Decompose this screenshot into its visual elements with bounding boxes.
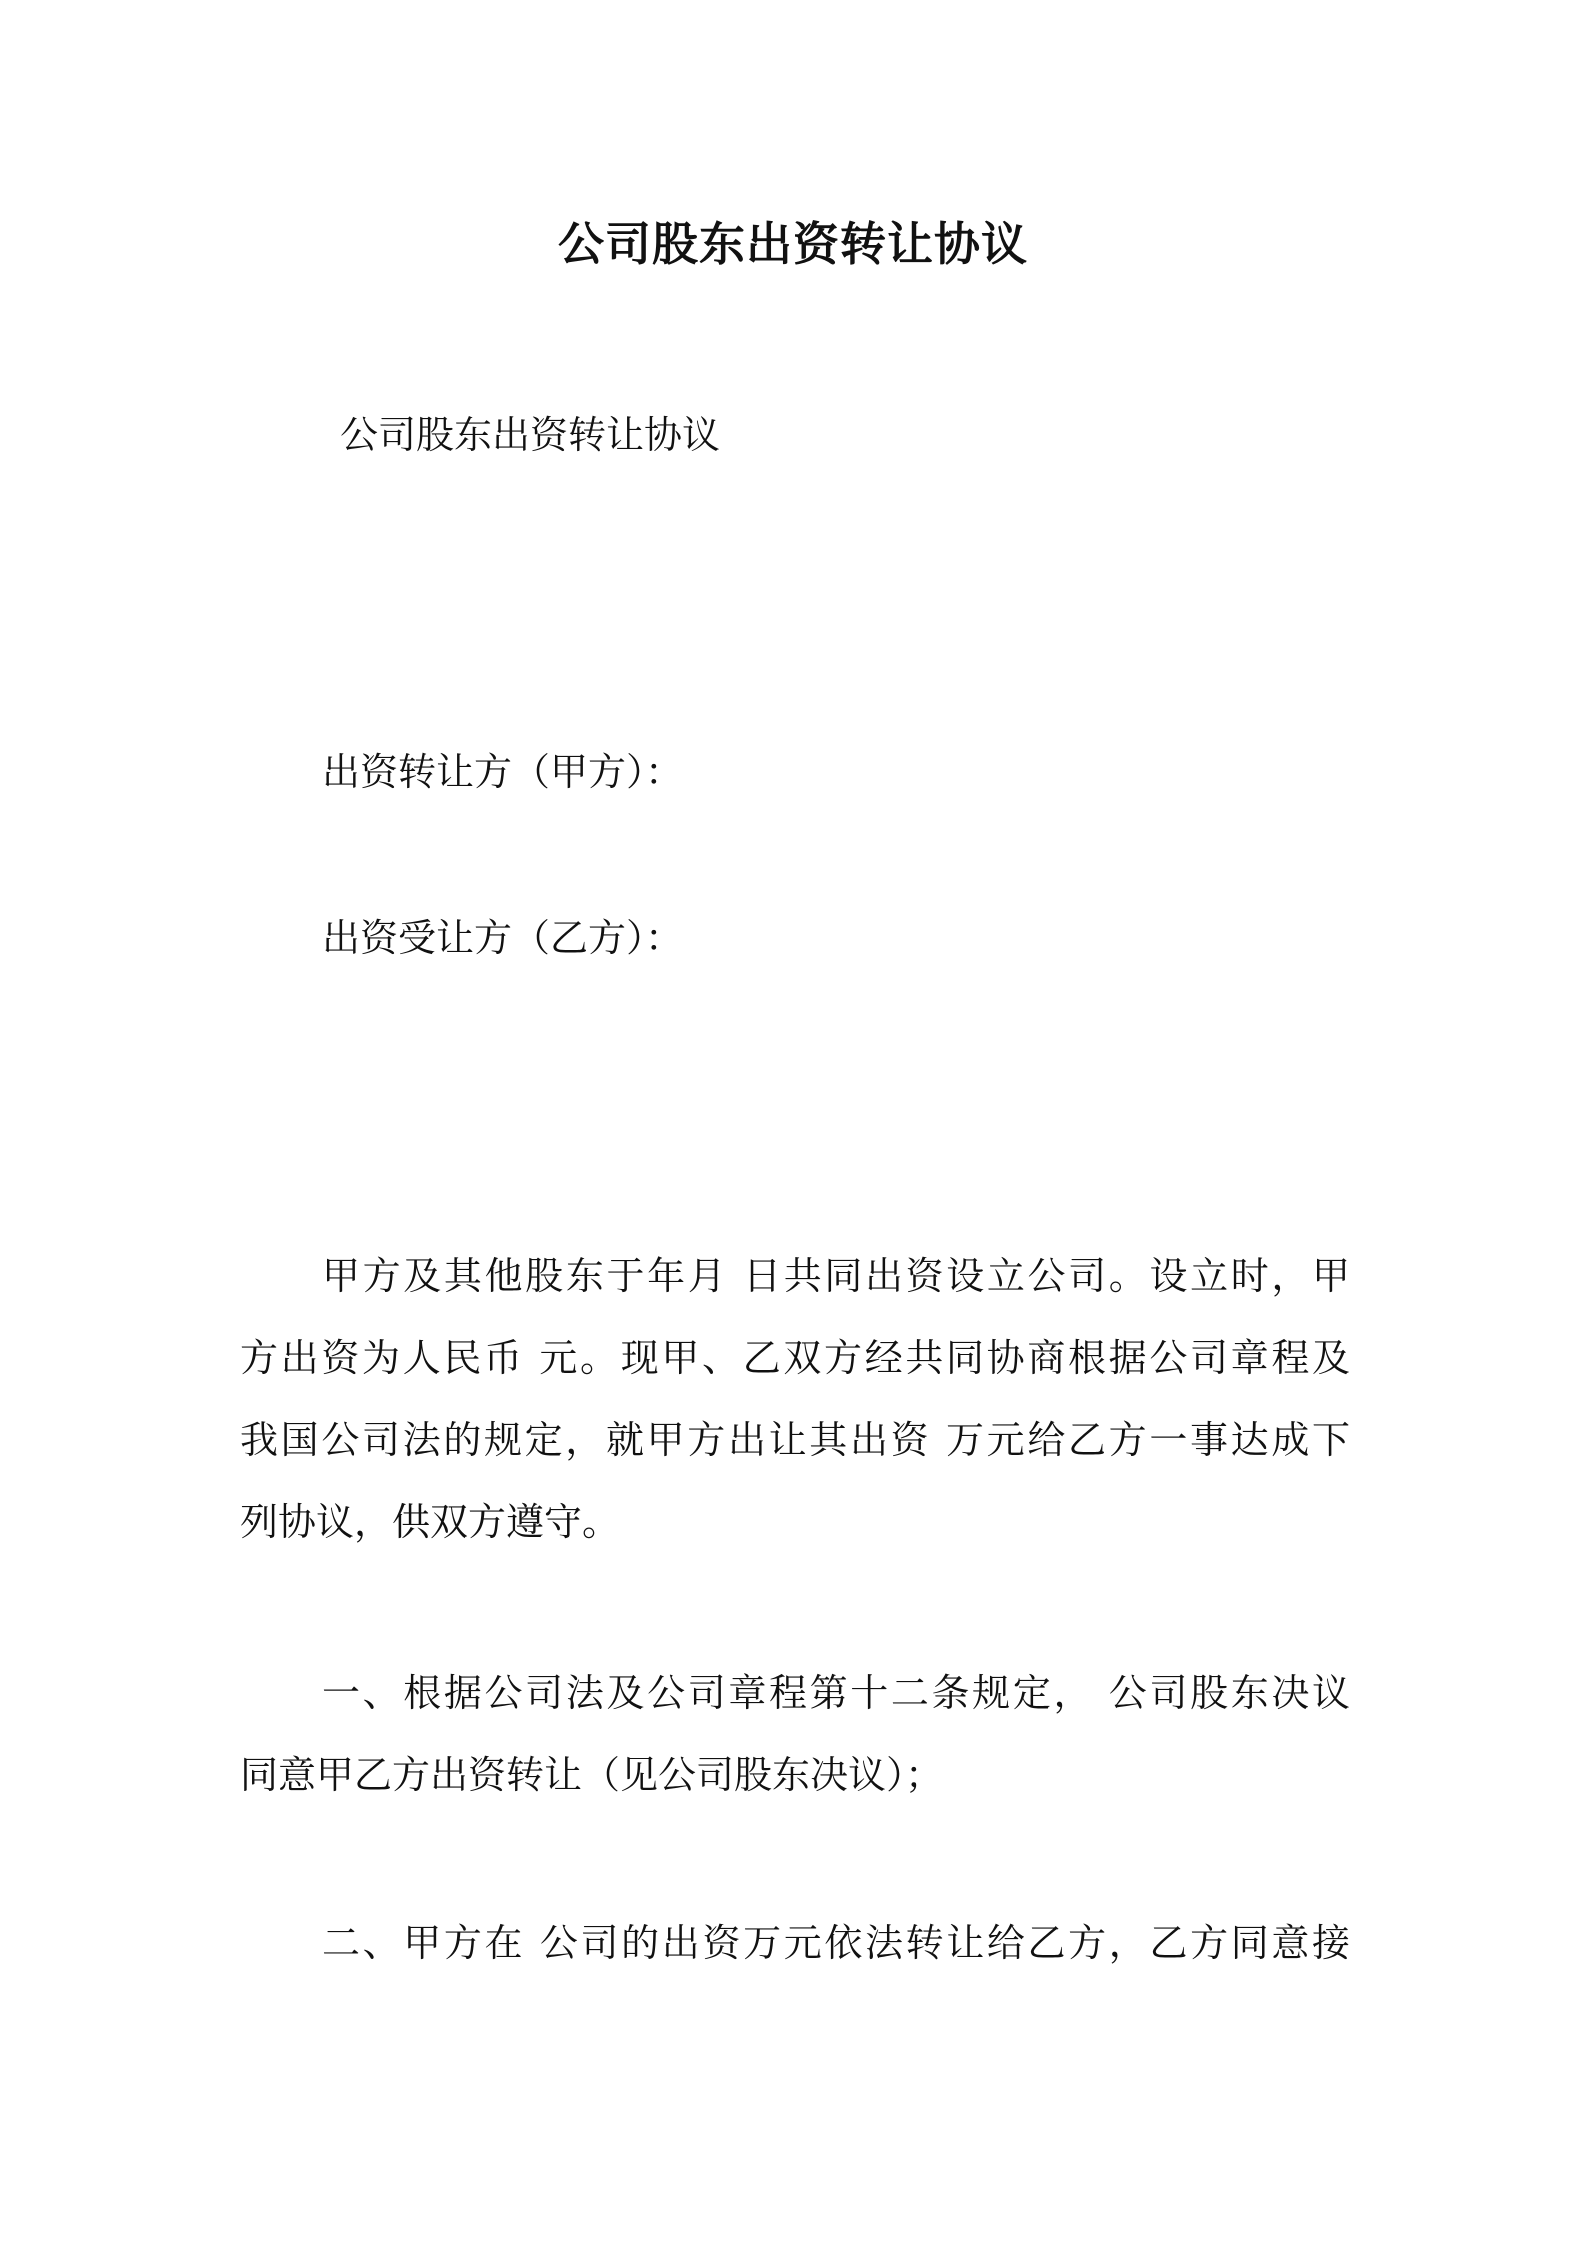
paragraph-line: 我国公司法的规定，就甲方出让其出资 万元给乙方一事达成下 [240, 1418, 1350, 1462]
paragraph-line: 一、根据公司法及公司章程第十二条规定， 公司股东决议 [322, 1671, 1350, 1715]
clause-two-paragraph [240, 1902, 1350, 1984]
document-subtitle: 公司股东出资转让协议 [340, 413, 721, 457]
paragraph-line: 二、甲方在 公司的出资万元依法转让给乙方，乙方同意接 [322, 1921, 1350, 1965]
document-title: 公司股东出资转让协议 [558, 217, 1028, 271]
paragraph-line: 列协议，供双方遵守。 [240, 1500, 621, 1544]
party-b-label: 出资受让方（乙方）： [322, 916, 684, 960]
paragraph-line: 同意甲乙方出资转让（见公司股东决议）； [240, 1753, 944, 1797]
intro-paragraph [240, 1235, 1350, 1563]
clause-one-paragraph [240, 1652, 1350, 1816]
paragraph-line: 甲方及其他股东于年月 日共同出资设立公司。设立时，甲 [322, 1254, 1350, 1298]
party-a-label: 出资转让方（甲方）： [322, 750, 684, 794]
paragraph-line: 方出资为人民币 元。现甲、乙双方经共同协商根据公司章程及 [240, 1336, 1350, 1380]
